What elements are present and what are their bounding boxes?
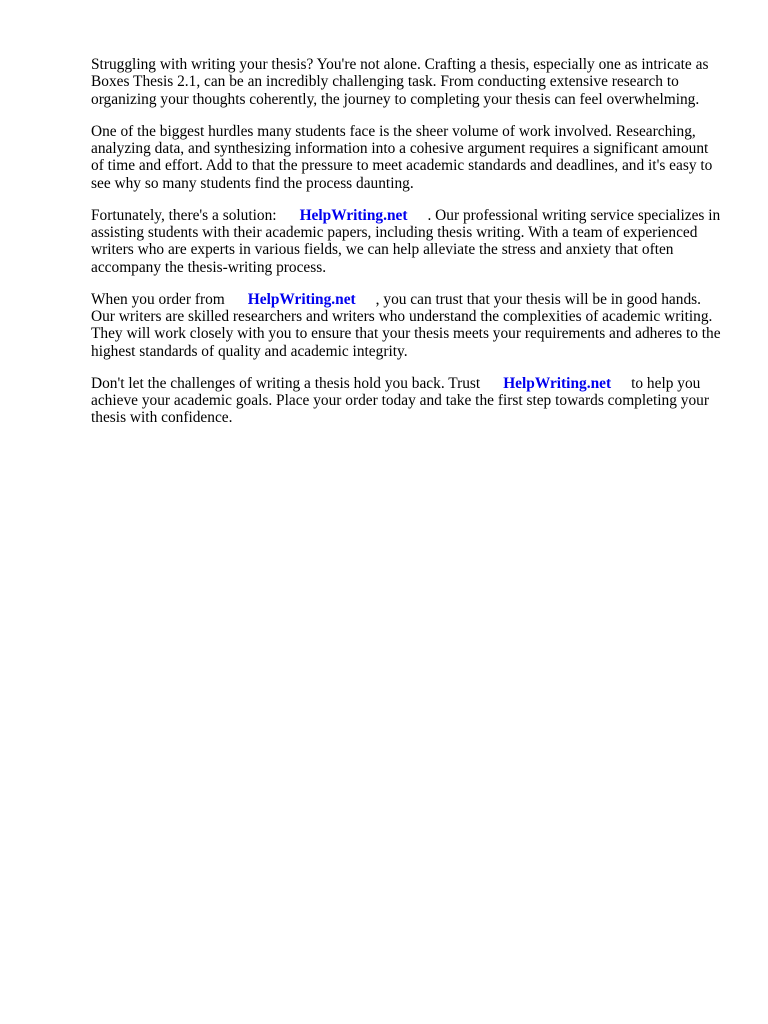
paragraph-solution-lead: Fortunately, there's a solution: bbox=[91, 206, 277, 224]
helpwriting-link-3[interactable]: HelpWriting.net bbox=[503, 374, 612, 392]
helpwriting-link-1[interactable]: HelpWriting.net bbox=[299, 206, 408, 224]
paragraph-closing-lead: Don't let the challenges of writing a thesis hold you back. Trust bbox=[91, 374, 481, 392]
paragraph-solution bbox=[91, 207, 721, 277]
paragraph-closing bbox=[91, 375, 721, 427]
paragraph-order-rest: , you can trust that your thesis will be in good hands. Our writers are skilled researchers and writers who understand the complexities of academic writing. They will work closely with you to ensure that your thesis meets your requirements and adheres to the highest standards of quality and academic integrity. bbox=[91, 290, 721, 360]
document-page bbox=[91, 56, 721, 441]
paragraph-hurdles: One of the biggest hurdles many students face is the sheer volume of work involved. Researching, analyzing data, and synthesizing information into a cohesive argument requires a significant amount of time and effort. Add to that the pressure to meet academic standards and deadlines, and it's easy to see why so many students find the process daunting. bbox=[91, 122, 713, 192]
paragraph-solution-rest: . Our professional writing service specializes in assisting students with their academic papers, including thesis writing. With a team of experienced writers who are experts in various fields, we can help alleviate the stress and anxiety that often accompany the thesis-writing process. bbox=[91, 206, 721, 276]
paragraph-order-lead: When you order from bbox=[91, 290, 225, 308]
paragraph-intro: Struggling with writing your thesis? You're not alone. Crafting a thesis, especially one as intricate as Boxes Thesis 2.1, can be an incredibly challenging task. From conducting extensive research to organizing your thoughts coherently, the journey to completing your thesis can feel overwhelming. bbox=[91, 56, 709, 108]
helpwriting-link-2[interactable]: HelpWriting.net bbox=[247, 290, 356, 308]
paragraph-order bbox=[91, 291, 721, 361]
paragraph-closing-rest: to help you achieve your academic goals. Place your order today and take the first step towards completing your thesis with confidence. bbox=[91, 374, 709, 427]
